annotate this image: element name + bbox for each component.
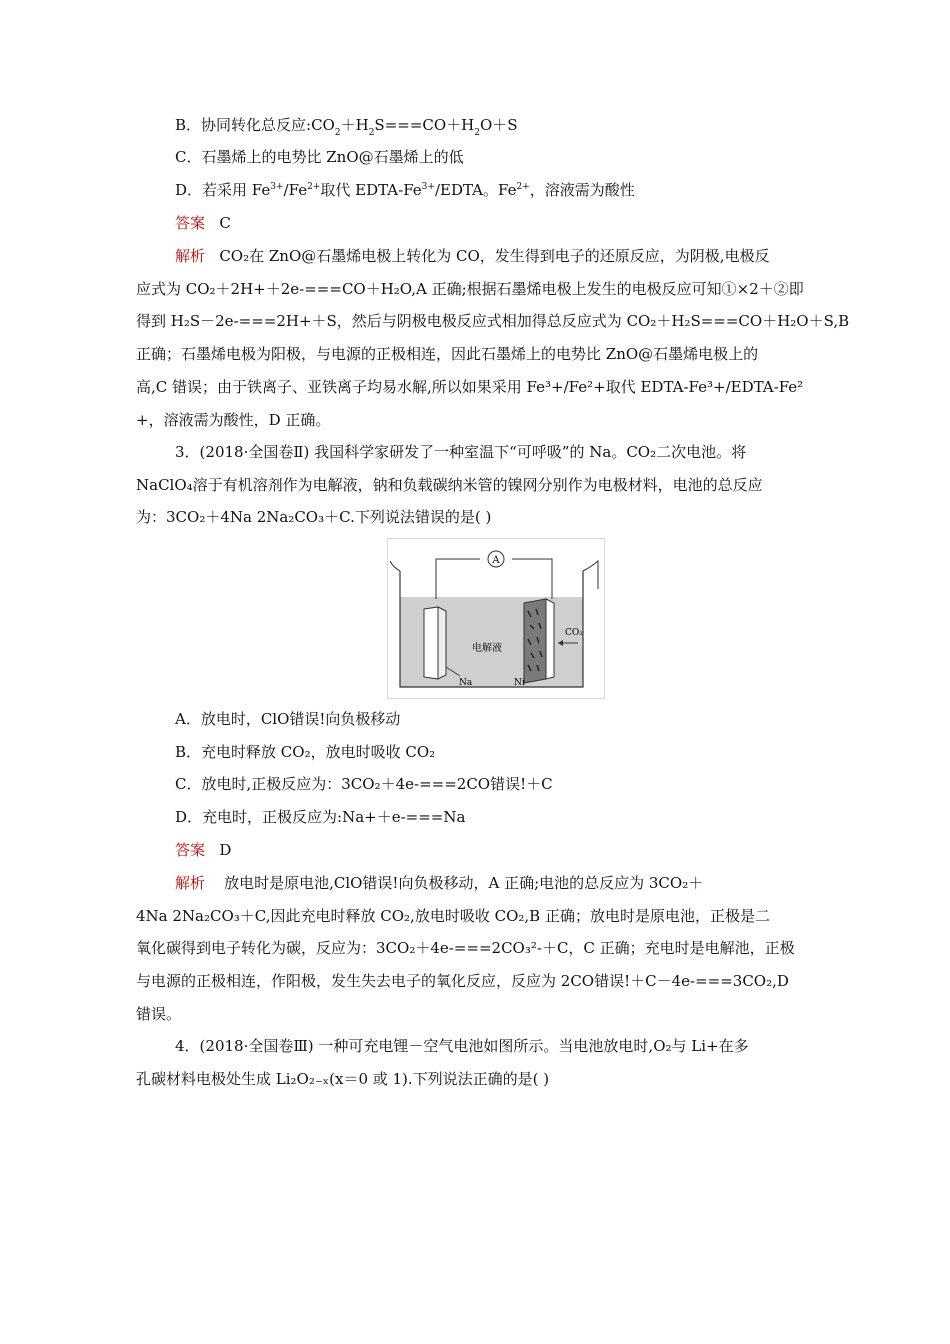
q3-option-a: A．放电时，ClO错误!向负极移动 xyxy=(175,710,401,728)
q3-explanation-line-5: 错误。 xyxy=(136,1005,182,1023)
q3-option-c: C．放电时,正极反应为：3CO₂＋4e-===2CO错误!＋C xyxy=(175,775,553,793)
q2-answer: 答案 C xyxy=(175,214,231,232)
wire-left xyxy=(436,559,480,599)
container-lip-left xyxy=(390,561,400,571)
ni-electrode xyxy=(524,599,546,683)
battery-diagram-svg xyxy=(388,539,604,698)
ammeter-label: A xyxy=(492,555,500,566)
battery-diagram xyxy=(387,538,605,699)
q3-explanation-line-3: 氧化碳得到电子转化为碳，反应为：3CO₂＋4e-===2CO₃²-＋C，C 正确；充电时是电解池，正极 xyxy=(136,939,795,957)
q4-stem-line-2: 孔碳材料电极处生成 Li₂O₂₋ₓ(x＝0 或 1).下列说法正确的是( ) xyxy=(136,1070,550,1088)
wire-right xyxy=(512,559,552,599)
na-electrode-side xyxy=(438,607,446,679)
q2-explanation-line-6: +，溶液需为酸性，D 正确。 xyxy=(136,411,331,429)
q3-explanation-line-4: 与电源的正极相连，作阳极，发生失去电子的氧化反应，反应为 2CO错误!＋C－4e-===3CO₂,D xyxy=(136,972,789,990)
ni-label: Ni xyxy=(514,678,525,688)
container-lip-right xyxy=(583,561,598,589)
na-electrode xyxy=(424,607,438,679)
co2-label: CO₂ xyxy=(565,628,583,638)
q2-option-c: C．石墨烯上的电势比 ZnO@石墨烯上的低 xyxy=(175,148,464,166)
q3-answer: 答案 D xyxy=(175,841,232,859)
q3-stem-line-3: 为：3CO₂＋4Na 2Na₂CO₃＋C.下列说法错误的是( ) xyxy=(136,508,492,526)
q3-option-d: D．充电时，正极反应为:Na+＋e-===Na xyxy=(175,808,466,826)
q3-stem-line-2: NaClO₄溶于有机溶剂作为电解液，钠和负载碳纳米管的镍网分别作为电极材料，电池的总反应 xyxy=(136,476,763,494)
q2-explanation-line-4: 正确；石墨烯电极为阳极，与电源的正极相连，因此石墨烯上的电势比 ZnO@石墨烯电极上的 xyxy=(136,345,759,363)
ni-electrode-side xyxy=(546,599,554,679)
q3-explanation-line-1: 解析 放电时是原电池,ClO错误!向负极移动，A 正确;电池的总反应为 3CO₂＋ xyxy=(175,874,704,892)
explanation-label: 解析 xyxy=(175,874,206,892)
q3-explanation-line-2: 4Na 2Na₂CO₃＋C,因此充电时释放 CO₂,放电时吸收 CO₂,B 正确；放电时是原电池，正极是二 xyxy=(136,907,770,925)
q2-explanation-line-3: 得到 H₂S－2e-===2H+＋S，然后与阴极电极反应式相加得总反应式为 CO₂＋H₂S===CO＋H₂O＋S,B xyxy=(136,312,850,330)
answer-label: 答案 xyxy=(175,841,206,859)
q2-option-b: B．协同转化总反应$:CO_2+H_2S===CO+H_2O+S$ xyxy=(175,116,518,138)
electrolyte-label: 电解液 xyxy=(472,643,502,654)
q4-stem-line-1: 4．(2018·全国卷Ⅲ) 一种可充电锂－空气电池如图所示。当电池放电时,O₂与 Li+在多 xyxy=(175,1037,749,1055)
explanation-label: 解析 xyxy=(175,247,206,265)
na-label: Na xyxy=(459,678,473,688)
q3-stem-line-1: 3．(2018·全国卷Ⅱ) 我国科学家研发了一种室温下“可呼吸”的 Na。CO₂二次电池。将 xyxy=(175,443,747,461)
q3-option-b: B．充电时释放 CO₂，放电时吸收 CO₂ xyxy=(175,743,436,761)
q2-option-d: D．若采用 $Fe^{3+}/Fe^{2+}$取代 EDTA-$Fe^{3+}$/EDTA。$Fe^{2+}$，溶液需为酸性 xyxy=(175,181,635,199)
q2-explanation-line-2: 应式为 CO₂＋2H+＋2e-===CO＋H₂O,A 正确;根据石墨烯电极上发生的电极反应可知①×2＋②即 xyxy=(136,280,804,298)
q2-explanation-line-5: 高,C 错误；由于铁离子、亚铁离子均易水解,所以如果采用 Fe³+/Fe²+取代 EDTA-Fe³+/EDTA-Fe² xyxy=(136,378,804,396)
q2-explanation-line-1: 解析 CO₂在 ZnO@石墨烯电极上转化为 CO，发生得到电子的还原反应，为阴极,电极反 xyxy=(175,247,770,265)
answer-label: 答案 xyxy=(175,214,206,232)
